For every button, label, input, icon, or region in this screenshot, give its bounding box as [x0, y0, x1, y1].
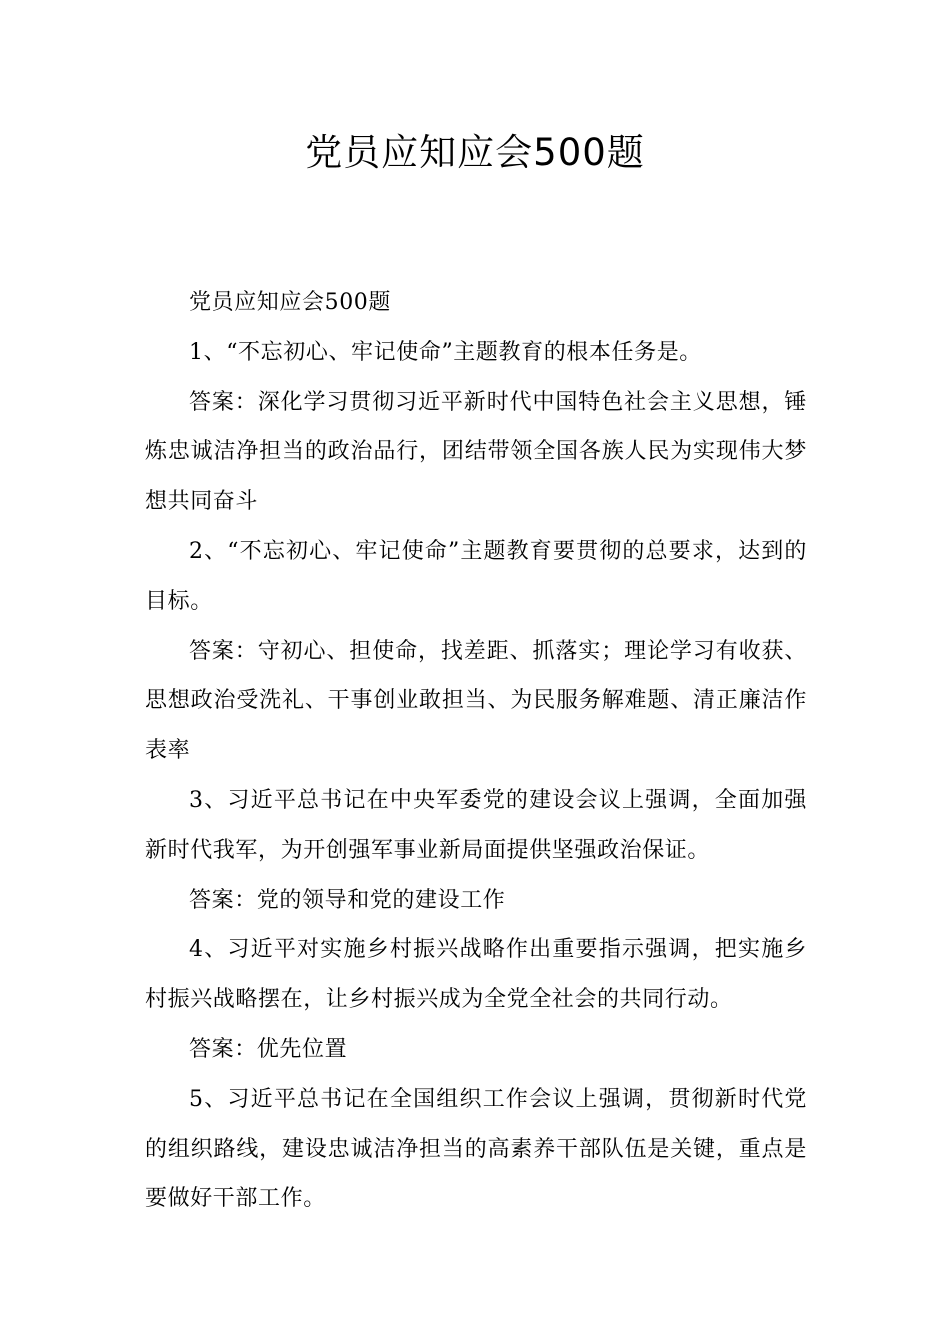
question-5: 5、习近平总书记在全国组织工作会议上强调，贯彻新时代党的组织路线，建设忠诚洁净担当的高素养干部队伍是关键，重点是要做好干部工作。 — [145, 1086, 807, 1212]
answer-4: 答案：优先位置 — [189, 1036, 348, 1062]
question-4: 4、习近平对实施乡村振兴战略作出重要指示强调，把实施乡村振兴战略摆在，让乡村振兴成为全党全社会的共同行动。 — [145, 937, 807, 1013]
question-2: 2、“不忘初心、牢记使命”主题教育要贯彻的总要求，达到的目标。 — [145, 538, 807, 614]
answer-1: 答案：深化学习贯彻习近平新时代中国特色社会主义思想，锤炼忠诚洁净担当的政治品行，团结带领全国各族人民为实现伟大梦想共同奋斗 — [145, 389, 807, 515]
question-1: 1、“不忘初心、牢记使命”主题教育的根本任务是。 — [189, 339, 702, 365]
answer-3: 答案：党的领导和党的建设工作 — [189, 887, 506, 913]
document-body — [145, 278, 807, 1224]
document-title: 党员应知应会500题 — [305, 131, 645, 174]
subtitle-paragraph: 党员应知应会500题 — [189, 290, 391, 315]
answer-2: 答案：守初心、担使命，找差距、抓落实；理论学习有收获、思想政治受洗礼、干事创业敢担当、为民服务解难题、清正廉洁作表率 — [145, 638, 807, 764]
question-3: 3、习近平总书记在中央军委党的建设会议上强调，全面加强新时代我军，为开创强军事业新局面提供坚强政治保证。 — [145, 787, 807, 863]
